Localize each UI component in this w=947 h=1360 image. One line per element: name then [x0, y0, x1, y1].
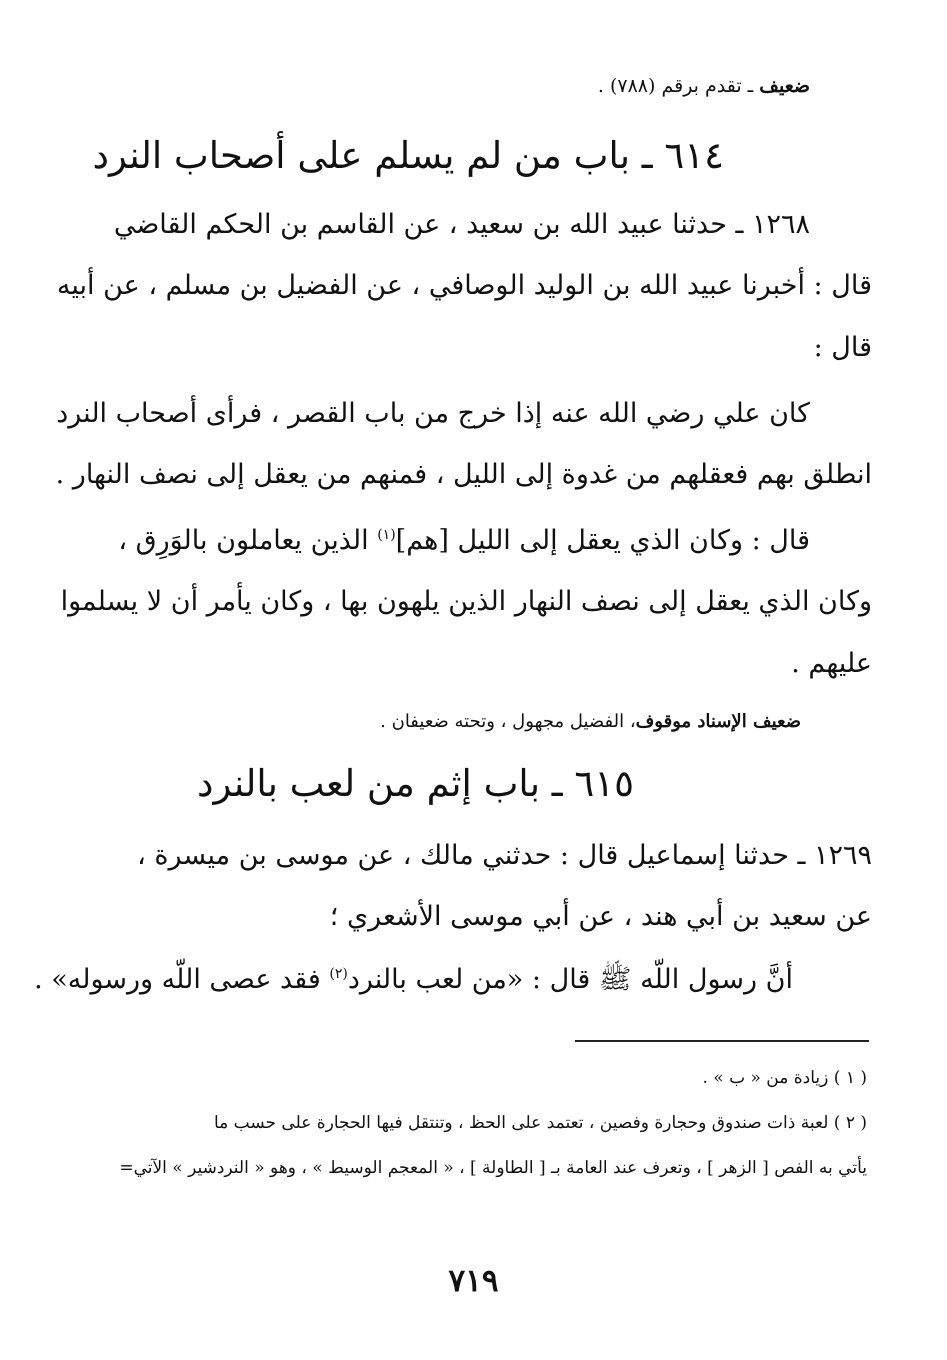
footnote-ref-1: (١): [377, 527, 396, 543]
footnote-1: ( ١ ) زيادة من « ب » .: [702, 1068, 867, 1088]
grade-1268-label: ضعيف الإسناد موقوف: [635, 711, 801, 732]
hadith-1269-line-3-end: فقد عصى اللّه ورسوله» .: [34, 964, 321, 995]
footnote-2-line-2: يأتي به الفص [ الزهر ] ، وتعرف عند العامة بـ [ الطاولة ] ، « المعجم الوسيط » ، وهو « النردشير » الآتي=: [119, 1158, 867, 1178]
hadith-1268-line-5: انطلق بهم فعقلهم من غدوة إلى الليل ، فمنهم من يعقل إلى نصف النهار .: [55, 459, 872, 490]
hadith-1269-line-1: ١٢٦٩ ـ حدثنا إسماعيل قال : حدثني مالك ، عن موسى بن ميسرة ،: [137, 840, 872, 871]
chapter-614-title: ٦١٤ ـ باب من لم يسلم على أصحاب النرد: [92, 134, 724, 177]
hadith-1268-grade: [380, 713, 801, 731]
hadith-1268-line-8: عليهم .: [791, 648, 872, 679]
grade-label: ضعيف: [759, 75, 810, 97]
footnote-divider: [575, 1040, 869, 1042]
hadith-1268-line-3: قال :: [813, 332, 872, 363]
grade-text: ـ تقدم برقم (٧٨٨) .: [597, 75, 754, 97]
hadith-1268-line-6-end: الذين يعاملون بالوَرِق ،: [118, 525, 369, 556]
hadith-1268-line-7: وكان الذي يعقل إلى نصف النهار الذين يلهون بها ، وكان يأمر أن لا يسلموا: [60, 586, 872, 617]
hadith-1269-line-3: [34, 966, 793, 993]
hadith-1268-line-6: [118, 527, 810, 554]
chapter-615-title: ٦١٥ ـ باب إثم من لعب بالنرد: [197, 762, 634, 805]
page-number: ٧١٩: [448, 1263, 499, 1299]
hadith-1268-line-2: قال : أخبرنا عبيد الله بن الوليد الوصافي ، عن الفضيل بن مسلم ، عن أبيه: [56, 270, 872, 301]
hadith-1268-line-6-start: قال : وكان الذي يعقل إلى الليل [هم]: [395, 525, 810, 556]
footnote-2-line-1: ( ٢ ) لعبة ذات صندوق وحجارة وفصين ، تعتمد على الحظ ، وتنتقل فيها الحجارة على حسب ما: [213, 1113, 867, 1133]
hadith-1268-line-4: كان علي رضي الله عنه إذا خرج من باب القصر ، فرأى أصحاب النرد: [56, 398, 810, 429]
hadith-1268-line-1: ١٢٦٨ ـ حدثنا عبيد الله بن سعيد ، عن القاسم بن الحكم القاضي: [113, 209, 810, 240]
grade-1268-text: ، الفضيل مجهول ، وتحته ضعيفان .: [380, 711, 636, 732]
hadith-1269-line-2: عن سعيد بن أبي هند ، عن أبي موسى الأشعري ؛: [329, 901, 872, 932]
previous-hadith-grade: [598, 77, 810, 96]
hadith-1269-line-3-start: أنَّ رسول اللّه ﷺ قال : «من لعب بالنرد: [347, 964, 793, 995]
footnote-ref-2: (٢): [329, 966, 348, 982]
